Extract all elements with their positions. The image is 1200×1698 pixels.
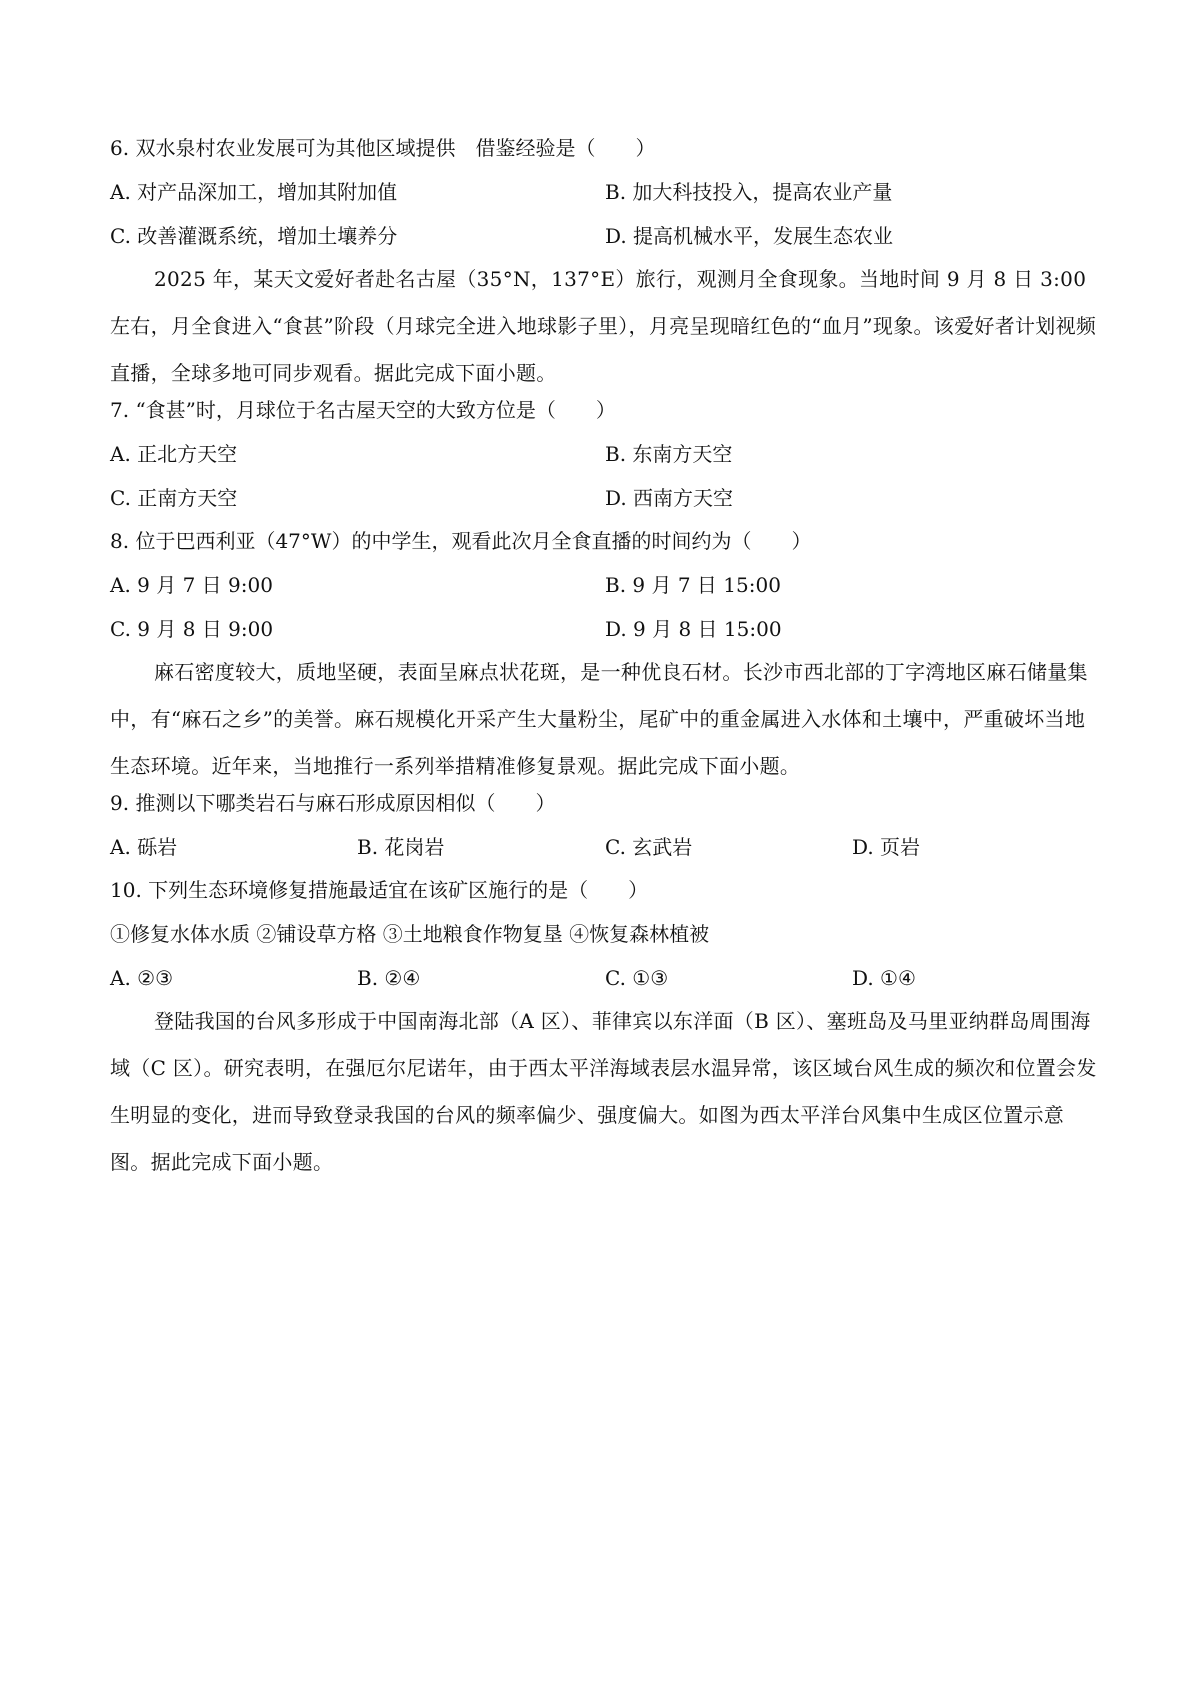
question-8-option-c: C. 9 月 8 日 9:00 (110, 617, 274, 641)
question-7-option-d: D. 西南方天空 (605, 486, 734, 510)
question-10-option-b: B. ②④ (357, 966, 421, 990)
question-7-stem: 7. “食甚”时，月球位于名古屋天空的大致方位是（ ） (110, 398, 616, 422)
question-10-option-c: C. ①③ (605, 966, 669, 990)
question-8-stem: 8. 位于巴西利亚（47°W）的中学生，观看此次月全食直播的时间约为（ ） (110, 529, 812, 553)
question-6-option-d: D. 提高机械水平，发展生态农业 (605, 224, 894, 248)
question-7-option-c: C. 正南方天空 (110, 486, 238, 510)
passage-typhoon: 登陆我国的台风多形成于中国南海北部（A 区）、菲律宾以东洋面（B 区）、塞班岛及马里亚纳群岛周围海域（C 区）。研究表明，在强厄尔尼诺年，由于西太平洋海域表层水温异常，该区域台风生成的频次和位置会发生明显的变化，进而导致登录我国的台风的频率偏少、强度偏大。如图为西太平洋台风集中生成区位置示意图。据此完成下面小题。 (110, 1009, 1097, 1174)
question-8-option-a: A. 9 月 7 日 9:00 (110, 573, 273, 597)
question-10-measures: ①修复水体水质 ②铺设草方格 ③土地粮食作物复垦 ④恢复森林植被 (110, 922, 710, 946)
question-9-option-d: D. 页岩 (852, 835, 921, 859)
question-6-option-c: C. 改善灌溉系统，增加土壤养分 (110, 224, 398, 248)
question-9-option-a: A. 砾岩 (110, 835, 178, 859)
question-9-option-c: C. 玄武岩 (605, 835, 693, 859)
question-10-stem: 10. 下列生态环境修复措施最适宜在该矿区施行的是（ ） (110, 878, 649, 902)
question-8-option-d: D. 9 月 8 日 15:00 (605, 617, 782, 641)
question-7-option-a: A. 正北方天空 (110, 442, 238, 466)
question-6-option-a: A. 对产品深加工，增加其附加值 (110, 180, 398, 204)
question-9-stem: 9. 推测以下哪类岩石与麻石形成原因相似（ ） (110, 791, 556, 815)
passage-granite: 麻石密度较大，质地坚硬，表面呈麻点状花斑，是一种优良石材。长沙市西北部的丁字湾地区麻石储量集中，有“麻石之乡”的美誉。麻石规模化开采产生大量粉尘，尾矿中的重金属进入水体和土壤中，严重破坏当地生态环境。近年来，当地推行一系列举措精准修复景观。据此完成下面小题。 (110, 660, 1088, 778)
question-8-option-b: B. 9 月 7 日 15:00 (605, 573, 781, 597)
question-6-option-b: B. 加大科技投入，提高农业产量 (605, 180, 893, 204)
question-10-option-d: D. ①④ (852, 966, 916, 990)
passage-lunar-eclipse: 2025 年，某天文爱好者赴名古屋（35°N，137°E）旅行，观测月全食现象。当地时间 9 月 8 日 3:00 左右，月全食进入“食甚”阶段（月球完全进入地球影子里），月亮呈现暗红色的“血月”现象。该爱好者计划视频直播，全球多地可同步观看。据此完成下面小题。 (110, 267, 1097, 385)
question-7-option-b: B. 东南方天空 (605, 442, 733, 466)
question-9-option-b: B. 花岗岩 (357, 835, 445, 859)
question-10-option-a: A. ②③ (110, 966, 174, 990)
question-6-stem: 6. 双水泉村农业发展可为其他区域提供 借鉴经验是（ ） (110, 136, 656, 160)
